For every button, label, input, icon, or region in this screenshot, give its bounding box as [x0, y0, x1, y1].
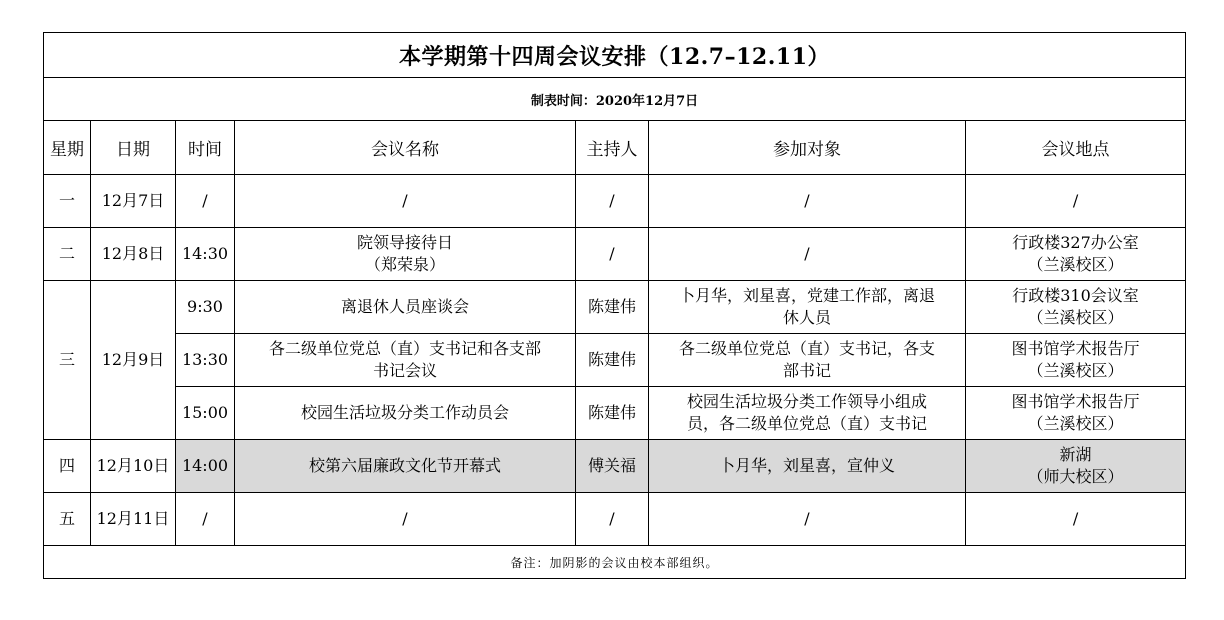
- meeting-name-cell: [235, 228, 576, 281]
- time-cell: 14:30: [176, 228, 235, 281]
- meeting-name-line: （郑荣泉）: [364, 255, 445, 274]
- location-cell: [966, 334, 1186, 387]
- date-cell: 12月10日: [91, 440, 176, 493]
- location-line: （兰溪校区）: [1027, 255, 1124, 274]
- footnote: 备注：加阴影的会议由校本部组织。: [44, 546, 1186, 579]
- host-cell: 陈建伟: [576, 334, 649, 387]
- date-cell: 12月7日: [91, 175, 176, 228]
- meeting-name-cell: 离退休人员座谈会: [235, 281, 576, 334]
- time-cell: 13:30: [176, 334, 235, 387]
- header-time: 时间: [176, 121, 235, 175]
- host-cell: /: [576, 228, 649, 281]
- date-cell: 12月11日: [91, 493, 176, 546]
- header-weekday: 星期: [44, 121, 91, 175]
- date-cell: 12月8日: [91, 228, 176, 281]
- header-name: 会议名称: [235, 121, 576, 175]
- header-location: 会议地点: [966, 121, 1186, 175]
- location-cell: /: [966, 493, 1186, 546]
- table-row: [44, 493, 1186, 546]
- attendees-cell: [649, 334, 966, 387]
- location-line: 新湖: [1059, 445, 1092, 464]
- meeting-name-line: 院领导接待日: [356, 233, 453, 252]
- time-cell: 9:30: [176, 281, 235, 334]
- meeting-name-cell: /: [235, 175, 576, 228]
- attendees-cell: /: [649, 228, 966, 281]
- attendees-cell: [649, 281, 966, 334]
- weekday-cell: 二: [44, 228, 91, 281]
- meeting-name-cell: 校园生活垃圾分类工作动员会: [235, 387, 576, 440]
- location-line: 图书馆学术报告厅: [1011, 339, 1140, 358]
- time-cell: 15:00: [176, 387, 235, 440]
- attendees-cell: /: [649, 493, 966, 546]
- header-attendees: 参加对象: [649, 121, 966, 175]
- attendees-line: 校园生活垃圾分类工作领导小组成: [686, 392, 927, 411]
- location-line: 行政楼327办公室: [1012, 233, 1139, 252]
- meeting-name-cell: /: [235, 493, 576, 546]
- table-row: [44, 175, 1186, 228]
- table-row: [44, 281, 1186, 334]
- host-cell: 傅关福: [576, 440, 649, 493]
- attendees-line: 部书记: [782, 361, 831, 380]
- table-row-shaded: [44, 440, 1186, 493]
- location-cell: [966, 281, 1186, 334]
- page-title: 本学期第十四周会议安排（12.7–12.11）: [44, 33, 1186, 78]
- weekday-cell: 三: [44, 281, 91, 440]
- header-host: 主持人: [576, 121, 649, 175]
- header-row: [44, 121, 1186, 175]
- weekday-cell: 五: [44, 493, 91, 546]
- location-line: （兰溪校区）: [1027, 414, 1124, 433]
- attendees-cell: /: [649, 175, 966, 228]
- meeting-name-line: 各二级单位党总（直）支书记和各支部: [268, 339, 541, 358]
- meeting-name-cell: 校第六届廉政文化节开幕式: [235, 440, 576, 493]
- location-line: （兰溪校区）: [1027, 308, 1124, 327]
- time-cell: 14:00: [176, 440, 235, 493]
- header-date: 日期: [91, 121, 176, 175]
- location-line: 行政楼310会议室: [1012, 286, 1139, 305]
- location-cell: /: [966, 175, 1186, 228]
- location-cell: [966, 228, 1186, 281]
- attendees-line: 员，各二级单位党总（直）支书记: [686, 414, 927, 433]
- attendees-line: 卜月华，刘星喜，党建工作部，离退: [678, 286, 935, 305]
- table-row: [44, 334, 1186, 387]
- time-cell: /: [176, 175, 235, 228]
- attendees-cell: 卜月华，刘星喜，宣仲义: [649, 440, 966, 493]
- meeting-name-line: 书记会议: [372, 361, 437, 380]
- location-cell: [966, 387, 1186, 440]
- host-cell: 陈建伟: [576, 387, 649, 440]
- location-cell: [966, 440, 1186, 493]
- attendees-line: 休人员: [782, 308, 831, 327]
- weekday-cell: 四: [44, 440, 91, 493]
- date-cell: 12月9日: [91, 281, 176, 440]
- table-row: [44, 387, 1186, 440]
- host-cell: /: [576, 175, 649, 228]
- table-row: [44, 228, 1186, 281]
- location-line: 图书馆学术报告厅: [1011, 392, 1140, 411]
- time-cell: /: [176, 493, 235, 546]
- location-line: （兰溪校区）: [1027, 361, 1124, 380]
- host-cell: 陈建伟: [576, 281, 649, 334]
- attendees-line: 各二级单位党总（直）支书记，各支: [678, 339, 935, 358]
- location-line: （师大校区）: [1027, 467, 1124, 486]
- meeting-name-cell: [235, 334, 576, 387]
- attendees-cell: [649, 387, 966, 440]
- made-time: 制表时间：2020年12月7日: [44, 78, 1186, 121]
- host-cell: /: [576, 493, 649, 546]
- weekday-cell: 一: [44, 175, 91, 228]
- meeting-schedule-table: [43, 32, 1186, 579]
